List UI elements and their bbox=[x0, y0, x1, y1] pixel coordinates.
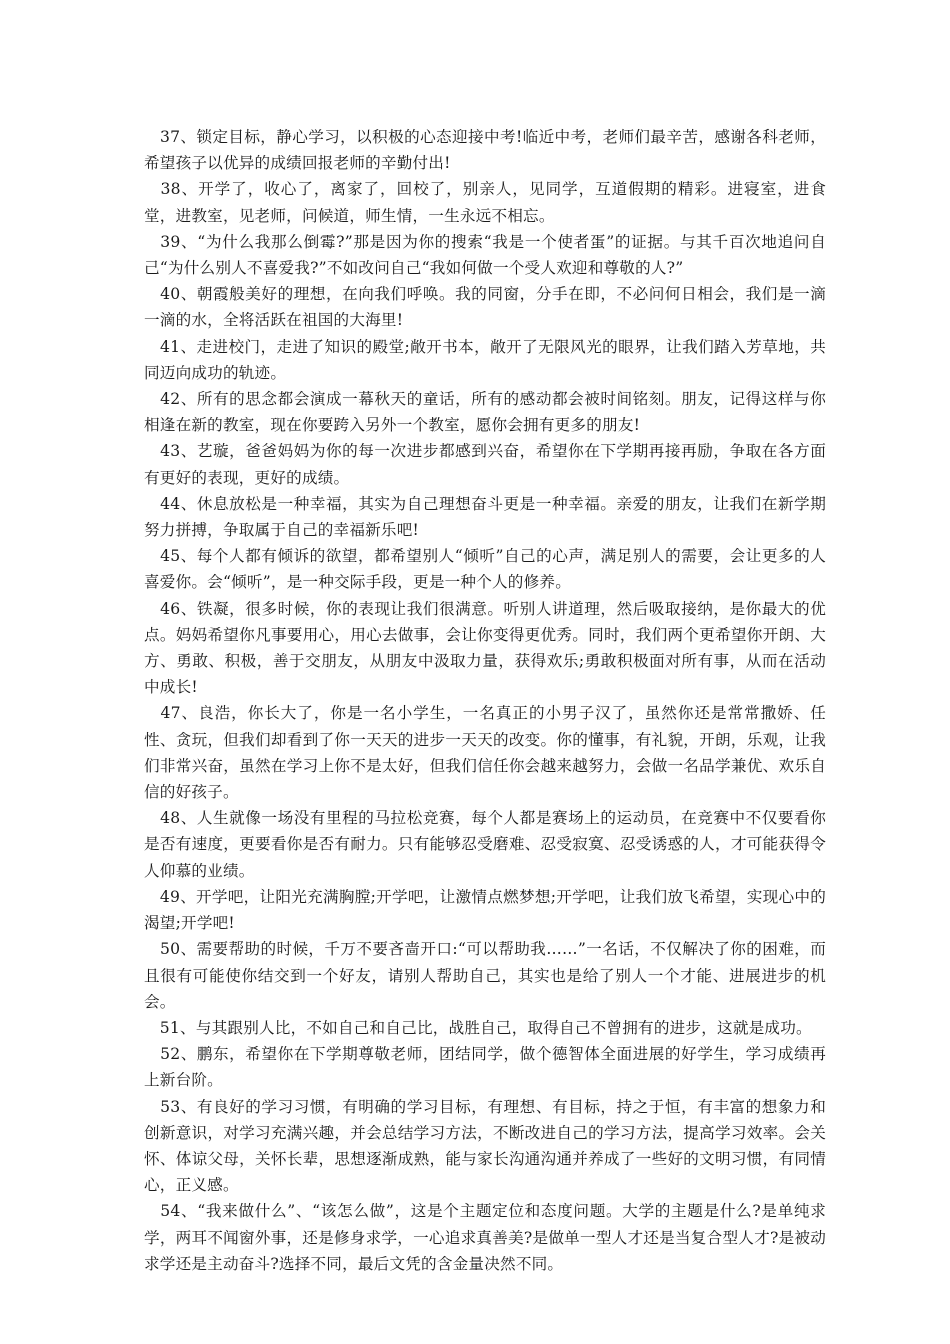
paragraph-51: 51、与其跟别人比，不如自己和自己比，战胜自己，取得自己不曾拥有的进步，这就是成功。 bbox=[144, 1018, 812, 1037]
paragraph-40: 40、朝霞般美好的理想，在向我们呼唤。我的同窗，分手在即，不必问何日相会，我们是一滴一滴的水，全将活跃在祖国的大海里! bbox=[144, 285, 826, 330]
paragraph-43: 43、艺璇，爸爸妈妈为你的每一次进步都感到兴奋，希望你在下学期再接再励，争取在各方面有更好的表现，更好的成绩。 bbox=[144, 442, 826, 487]
paragraph-50: 50、需要帮助的时候，千万不要吝啬开口:“可以帮助我……”一名话，不仅解决了你的困难，而且很有可能使你结交到一个好友，请别人帮助自己，其实也是给了别人一个才能、进展进步的机会。 bbox=[144, 940, 826, 1011]
paragraph-52: 52、鹏东，希望你在下学期尊敬老师，团结同学，做个德智体全面进展的好学生，学习成绩再上新台阶。 bbox=[144, 1045, 826, 1090]
paragraph-46: 46、铁凝，很多时候，你的表现让我们很满意。听别人讲道理，然后吸取接纳，是你最大的优点。妈妈希望你凡事要用心，用心去做事，会让你变得更优秀。同时，我们两个更希望你开朗、大方、勇敢、积极，善于交朋友，从朋友中汲取力量，获得欢乐;勇敢积极面对所有事，从而在活动中成长! bbox=[144, 599, 826, 697]
paragraph-45: 45、每个人都有倾诉的欲望，都希望别人“倾听”自己的心声，满足别人的需要，会让更多的人喜爱你。会“倾听”，是一种交际手段，更是一种个人的修养。 bbox=[144, 547, 826, 592]
paragraph-44: 44、休息放松是一种幸福，其实为自己理想奋斗更是一种幸福。亲爱的朋友，让我们在新学期努力拼搏，争取属于自己的幸福新乐吧! bbox=[144, 494, 826, 540]
paragraph-47: 47、良浩，你长大了，你是一名小学生，一名真正的小男子汉了，虽然你还是常常撒娇、任性、贪玩，但我们却看到了你一天天的进步一天天的改变。你的懂事，有礼貌，开朗，乐观，让我们非常兴奋，虽然在学习上你不是太好，但我们信任你会越来越努力，会做一名品学兼优、欢乐自信的好孩子。 bbox=[144, 704, 826, 802]
paragraph-48: 48、人生就像一场没有里程的马拉松竞赛，每个人都是赛场上的运动员，在竞赛中不仅要看你是否有速度，更要看你是否有耐力。只有能够忍受磨难、忍受寂寞、忍受诱惑的人，才可能获得令人仰慕的业绩。 bbox=[144, 809, 826, 880]
paragraph-38: 38、开学了，收心了，离家了，回校了，别亲人，见同学，互道假期的精彩。进寝室，进食堂，进教室，见老师，问候道，师生情，一生永远不相忘。 bbox=[144, 180, 826, 225]
paragraph-37: 37、锁定目标，静心学习，以积极的心态迎接中考!临近中考，老师们最辛苦，感谢各科老师，希望孩子以优异的成绩回报老师的辛勤付出! bbox=[144, 128, 826, 173]
document-body bbox=[144, 124, 826, 1277]
paragraph-39: 39、“为什么我那么倒霉?”那是因为你的搜索“我是一个使者蛋”的证据。与其千百次地追问自己“为什么别人不喜爱我?”不如改问自己“我如何做一个受人欢迎和尊敬的人?” bbox=[144, 232, 826, 278]
paragraph-53: 53、有良好的学习习惯，有明确的学习目标，有理想、有目标，持之于恒，有丰富的想象力和创新意识，对学习充满兴趣，并会总结学习方法，不断改进自己的学习方法，提高学习效率。会关怀、体谅父母，关怀长辈，思想逐渐成熟，能与家长沟通沟通并养成了一些好的文明习惯，有同情心，正义感。 bbox=[144, 1097, 826, 1195]
paragraph-54: 54、“我来做什么”、“该怎么做”，这是个主题定位和态度问题。大学的主题是什么?是单纯求学，两耳不闻窗外事，还是修身求学，一心追求真善美?是做单一型人才还是当复合型人才?是被动求学还是主动奋斗?选择不同，最后文凭的含金量决然不同。 bbox=[144, 1202, 826, 1273]
paragraph-42: 42、所有的思念都会演成一幕秋天的童话，所有的感动都会被时间铭刻。朋友，记得这样与你相逢在新的教室，现在你要跨入另外一个教室，愿你会拥有更多的朋友! bbox=[144, 390, 826, 435]
paragraph-41: 41、走进校门，走进了知识的殿堂;敞开书本，敞开了无限风光的眼界，让我们踏入芳草地，共同迈向成功的轨迹。 bbox=[144, 337, 826, 382]
paragraph-49: 49、开学吧，让阳光充满胸膛;开学吧，让激情点燃梦想;开学吧，让我们放飞希望，实现心中的渴望;开学吧! bbox=[144, 887, 826, 933]
